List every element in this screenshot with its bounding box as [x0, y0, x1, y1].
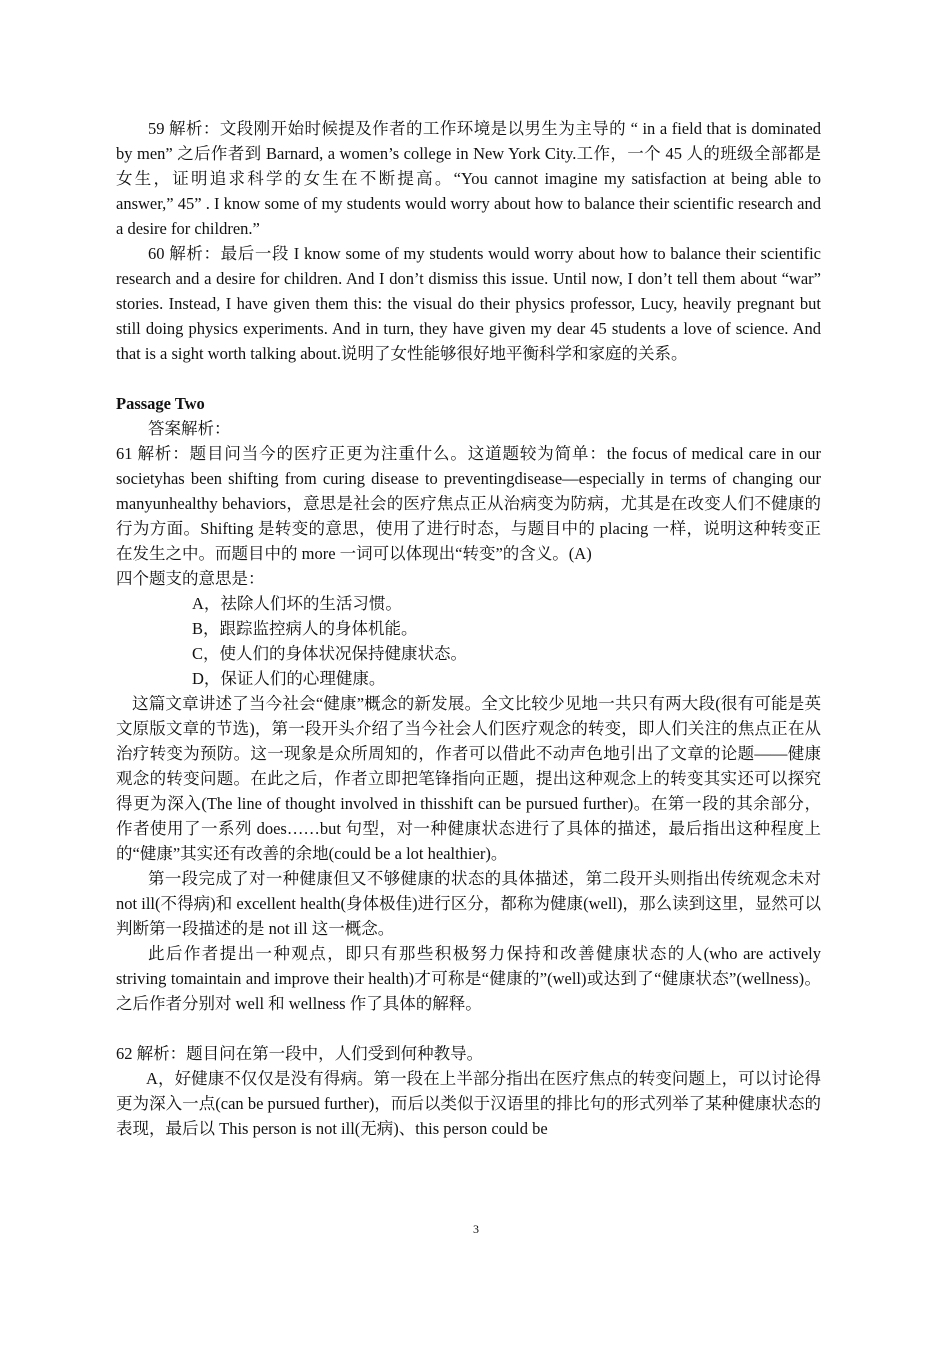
answer-analysis-label: 答案解析：: [148, 419, 231, 438]
page-content: [116, 116, 821, 1141]
section-heading: Passage Two: [116, 394, 205, 413]
option-b: B，跟踪监控病人的身体机能。: [192, 619, 418, 638]
option-c: C，使人们的身体状况保持健康状态。: [192, 644, 468, 663]
option-a: A，祛除人们坏的生活习惯。: [192, 594, 402, 613]
paragraph-61-analysis: 61 解析：题目问当今的医疗正更为注重什么。这道题较为简单：the focus of medical care in our societyhas been shifting from curing disease to preventingdisease—especially in terms of changing our manyunhealthy behaviors，意思是社会的医疗焦点正从治病变为防病，尤其是在改变人们不健康的行为方面。Shifting 是转变的意思，使用了进行时态，与题目中的 placing 一样，说明这种转变正在发生之中。而题目中的 more 一词可以体现出“转变”的含义。(A): [116, 444, 821, 563]
paragraph-62-option-a: A，好健康不仅仅是没有得病。第一段在上半部分指出在医疗焦点的转变问题上，可以讨论得更为深入一点(can be pursued further)，而后以类似于汉语里的排比句的形式列举了某种健康状态的表现，最后以 This person is not ill(无病)、this person could be: [116, 1069, 821, 1138]
option-d: D，保证人们的心理健康。: [192, 669, 386, 688]
paragraph-59-analysis: 59 解析：文段刚开始时候提及作者的工作环境是以男生为主导的 “ in a field that is dominated by men” 之后作者到 Barnard, a women’s college in New York City.工作，一个 45 人的班级全部都是女生，证明追求科学的女生在不断提高。“You cannot imagine my satisfaction at being able to answer,” 45” . I know some of my students would worry about how to balance their scientific research and a desire for children.”: [116, 119, 821, 238]
paragraph-62-analysis: 62 解析：题目问在第一段中，人们受到何种教导。: [116, 1044, 484, 1063]
paragraph-wellness-view: 此后作者提出一种观点，即只有那些积极努力保持和改善健康状态的人(who are actively striving tomaintain and improve their health)才可称是“健康的”(well)或达到了“健康状态”(wellness)。之后作者分别对 well 和 wellness 作了具体的解释。: [116, 944, 821, 1013]
options-intro: 四个题支的意思是：: [116, 569, 265, 588]
paragraph-overview: 这篇文章讲述了当今社会“健康”概念的新发展。全文比较少见地一共只有两大段(很有可能是英文原版文章的节选)，第一段开头介绍了当今社会人们医疗观念的转变，即人们关注的焦点正在从治疗转变为预防。这一现象是众所周知的，作者可以借此不动声色地引出了文章的论题——健康观念的转变问题。在此之后，作者立即把笔锋指向正题，提出这种观念上的转变其实还可以探究得更为深入(The line of thought involved in thisshift can be pursued further)。在第一段的其余部分，作者使用了一系列 does……but 句型，对一种健康状态进行了具体的描述，最后指出这种程度上的“健康”其实还有改善的余地(could be a lot healthier)。: [116, 694, 821, 863]
paragraph-60-analysis: 60 解析：最后一段 I know some of my students would worry about how to balance their scientific research and a desire for children. And I don’t dismiss this issue. Until now, I don’t tell them about “war” stories. Instead, I have given them this: the visual do their physics professor, Lucy, heavily pregnant but still doing physics experiments. And in turn, they have given my dear 45 students a love of science. And that is a sight worth talking about.说明了女性能够很好地平衡科学和家庭的关系。: [116, 244, 821, 363]
page-number: 3: [473, 1222, 479, 1236]
paragraph-second-section: 第一段完成了对一种健康但又不够健康的状态的具体描述，第二段开头则指出传统观念未对 not ill(不得病)和 excellent health(身体极佳)进行区分，都称为健康(well)，那么读到这里，显然可以判断第一段描述的是 not ill 这一概念。: [116, 869, 821, 938]
